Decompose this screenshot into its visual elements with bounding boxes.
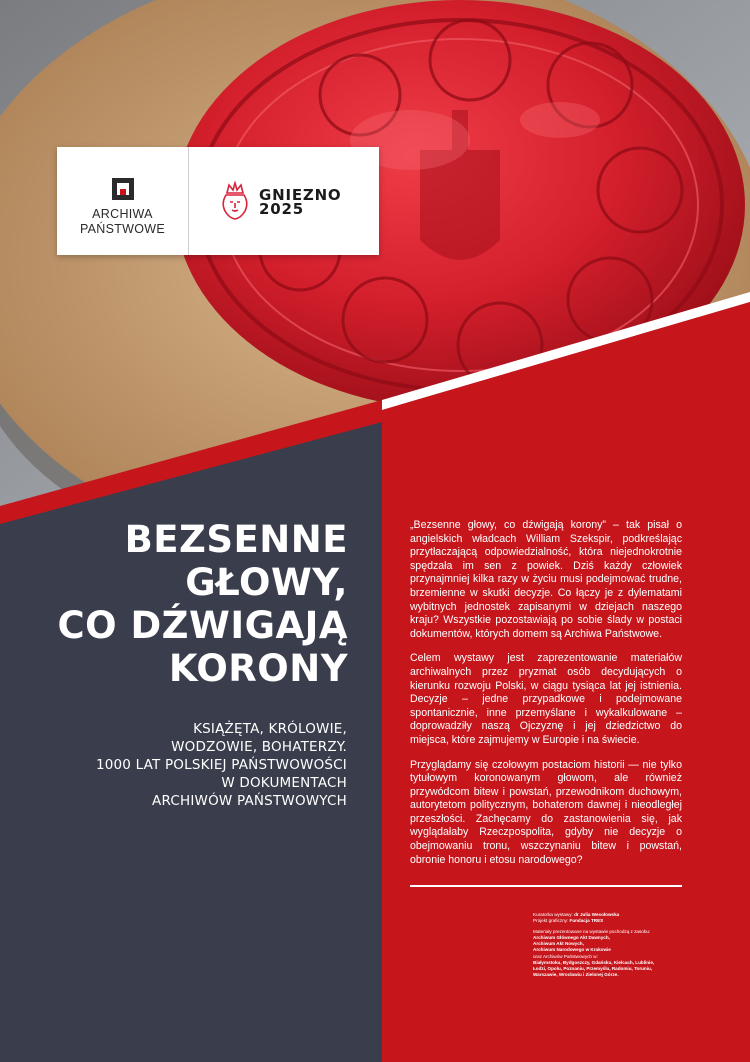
subtitle-line: 1000 LAT POLSKIEJ PAŃSTWOWOŚCI: [95, 757, 347, 773]
title-line: BEZSENNE: [124, 518, 348, 561]
description-paragraph: Celem wystawy jest zaprezentowanie materiałów archiwalnych przez pryzmat osób decydujących o kierunku rozwoju Polski, w ciągu tysiąca lat jej istnienia. Decyzje – jedne przypadkowe i podejmowane spontanicznie, inne przemyślane i wykalkulowane – doprowadziły naszą Ojczyznę i jej dziedzictwo do miejsca, które zajmujemy w Europie i na świecie.: [410, 652, 682, 746]
title-line: GŁOWY,: [185, 561, 348, 604]
subtitle-line: ARCHIWÓW PAŃSTWOWYCH: [152, 793, 347, 809]
regional-intro: oraz Archiwów Państwowych w:: [533, 953, 598, 959]
archive-source: Archiwum Narodowego w Krakowie: [533, 947, 611, 953]
description-paragraph: Przyglądamy się czołowym postaciom historii — nie tylko tytułowym koronowanym głowom, ale również przywódcom bitew i powstań, przewodnikom duchowym, autorytetom politycznym, bohaterom dawnej i nieodległej przeszłości. Zachęcamy do zastanowienia się, jak wyglądałaby Rzeczpospolita, gdyby nie decyzje o obejmowaniu tronu, wszczynaniu bitew i powstań, obronie honoru i etosu narodowego?: [410, 758, 682, 866]
archive-source: Archiwum Akt Nowych,: [533, 941, 584, 947]
regional-archives: Warszawie, Wrocławiu i Zielonej Górze.: [533, 971, 619, 977]
curator-label: Kuratorka wystawy:: [533, 912, 573, 917]
gniezno-logo-line2: 2025: [259, 200, 304, 218]
archiwa-logo-line1: ARCHIWA: [92, 207, 153, 221]
logo-plate: [57, 147, 379, 255]
design-name: Fundacja TRES: [569, 918, 604, 924]
divider-line: [410, 885, 682, 887]
gniezno-logo-text: [259, 188, 341, 216]
description-paragraph: „Bezsenne głowy, co dźwigają korony” – tak pisał o angielskich władcach William Szekspir, podkreślając przytłaczającą odpowiedzialność, która niejednokrotnie spędzała im sen z powiek. Dziś każdy człowiek przynajmniej kilka razy w życiu musi podejmować trudne, brzemienne w skutki decyzje. Co łączy je z dylematami wybitnych jednostek zapisanymi w dziejach naszego kraju? Wszystkie pozostawiają po sobie ślady w postaci dokumentów, których domem są Archiwa Państwowe.: [410, 519, 682, 640]
archiwa-emblem-icon: [112, 178, 134, 200]
poster-title: [28, 518, 348, 690]
curator-name: dr Julia Wesołowska: [574, 912, 620, 917]
exhibition-description: [410, 519, 682, 878]
title-line: CO DŹWIGAJĄ: [57, 604, 348, 647]
archive-source: Archiwum Głównego Akt Dawnych,: [533, 935, 610, 941]
gniezno-logo-line1: GNIEZNO: [259, 186, 342, 204]
title-line: KORONY: [168, 647, 348, 690]
subtitle-line: WODZOWIE, BOHATERZY.: [171, 739, 347, 755]
design-label: Projekt graficzny:: [533, 918, 569, 924]
archiwa-logo-line2: PAŃSTWOWE: [79, 222, 166, 236]
subtitle-line: KSIĄŻĘTA, KRÓLOWIE,: [193, 721, 347, 737]
regional-archives: Łodzi, Opolu, Poznaniu, Przemyślu, Radomiu, Toruniu,: [533, 965, 653, 971]
regional-archives: Białymstoku, Bydgoszczy, Gdańsku, Kielcach, Lublinie,: [533, 959, 655, 965]
gniezno-2025-logo: [189, 147, 379, 255]
archiwa-logo-text: [57, 207, 188, 237]
crowned-head-icon: [218, 181, 252, 221]
materials-intro: Materiały prezentowane na wystawie pochodzą z zasobu:: [533, 929, 651, 935]
archiwa-panstwowe-logo: [57, 147, 188, 255]
credits-block: [533, 912, 693, 978]
poster-subtitle: [17, 720, 347, 810]
subtitle-line: W DOKUMENTACH: [221, 775, 347, 791]
